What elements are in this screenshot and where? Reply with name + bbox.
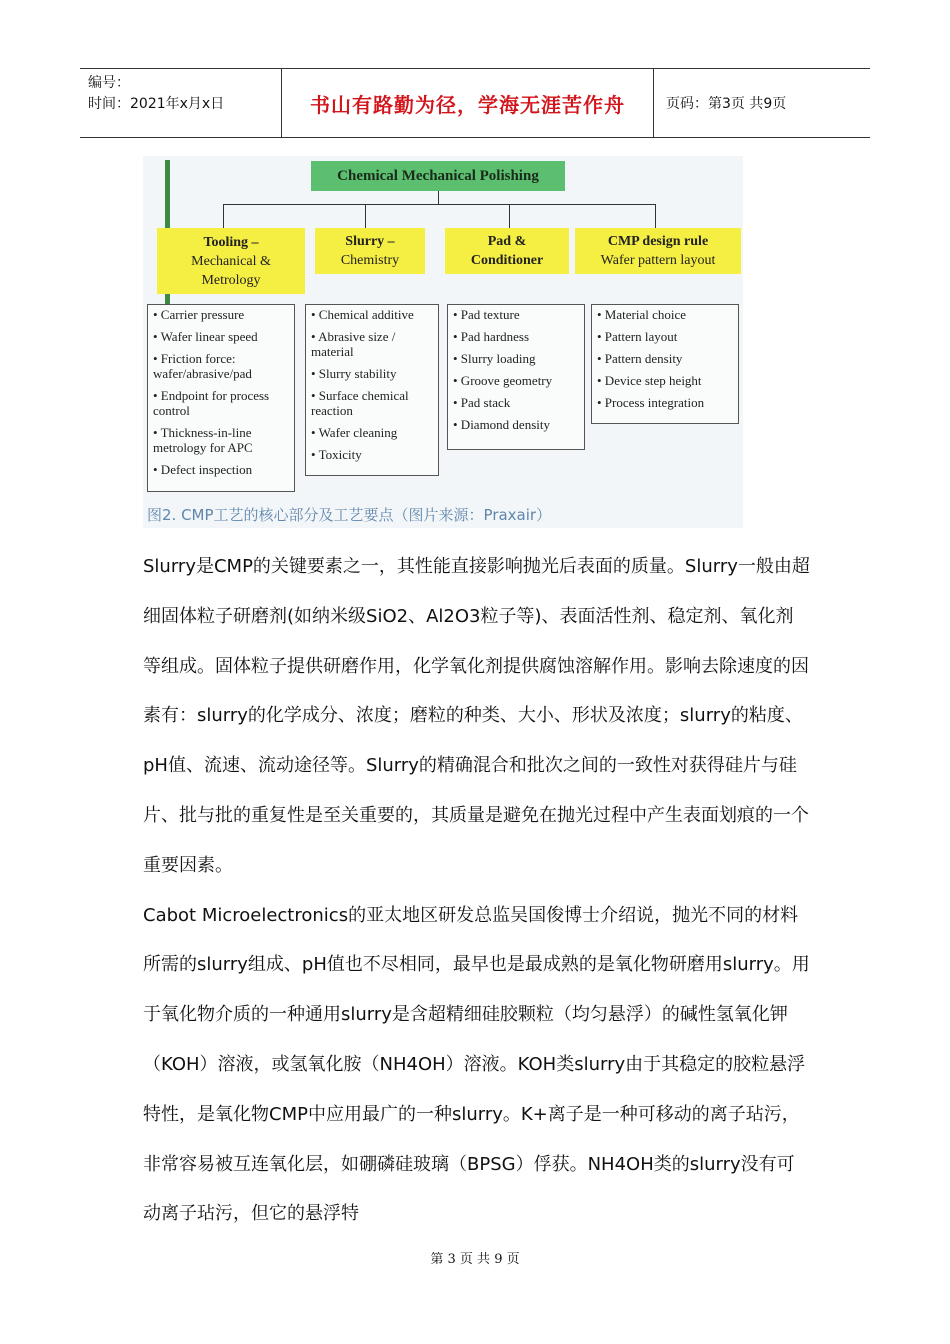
header-motto: 书山有路勤为径，学海无涯苦作舟: [310, 92, 625, 117]
detail-item: • Material choice: [597, 307, 687, 322]
detail-box-tooling: [147, 304, 295, 492]
category-design-rule: [575, 228, 741, 274]
detail-item: • Slurry loading: [453, 351, 536, 366]
detail-item: • Pattern density: [597, 351, 683, 366]
connector-line: [365, 204, 366, 228]
connector-line: [509, 204, 510, 228]
detail-item: • Slurry stability: [311, 366, 397, 381]
category-slurry: [315, 228, 425, 274]
document-number-label: 编号：: [88, 75, 130, 91]
detail-item: • Chemical additive: [311, 307, 414, 322]
page-header: [80, 68, 870, 138]
category-tooling: [157, 228, 305, 294]
detail-item: • Carrier pressure: [153, 307, 245, 322]
detail-item: • Defect inspection: [153, 462, 253, 477]
connector-line: [438, 191, 439, 204]
detail-item: • Toxicity: [311, 447, 362, 462]
detail-box-slurry: [305, 304, 439, 476]
figure-caption: 图2. CMP工艺的核心部分及工艺要点（图片来源：Praxair）: [147, 506, 552, 524]
detail-item: • Pad stack: [453, 395, 511, 410]
category-pad: [445, 228, 569, 274]
paragraph: Cabot Microelectronics的亚太地区研发总监吴国俊博士介绍说，抛光不同的材料所需的slurry组成、pH值也不尽相同，最早也是最成熟的是氧化物研磨用slurry。用于氧化物介质的一种通用slurry是含超精细硅胶颗粒（均匀悬浮）的碱性氢氧化钾（KOH）溶液，或氢氧化胺（NH4OH）溶液。KOH类slurry由于其稳定的胶粒悬浮特性，是氧化物CMP中应用最广的一种slurry。K+离子是一种可移动的离子玷污，非常容易被互连氧化层，如硼磷硅玻璃（BPSG）俘获。NH4OH类的slurry没有可动离子玷污，但它的悬浮特: [143, 904, 810, 1225]
cmp-diagram-figure: [143, 156, 743, 528]
connector-line: [223, 204, 224, 228]
document-date-label: 时间：2021年x月x日: [88, 96, 225, 112]
category-title: CMP design rule: [607, 234, 709, 249]
category-subtitle: Wafer pattern layout: [600, 253, 716, 268]
category-title: Tooling –: [203, 234, 259, 250]
detail-item: • Surface chemical reaction: [311, 388, 409, 418]
detail-item: • Pad texture: [453, 307, 520, 322]
detail-item: • Diamond density: [453, 417, 550, 432]
detail-item: • Wafer linear speed: [153, 329, 258, 344]
detail-item: • Friction force: wafer/abrasive/pad: [153, 351, 252, 381]
detail-item: • Wafer cleaning: [311, 425, 398, 440]
page-footer: 第 3 页 共 9 页: [430, 1252, 520, 1267]
detail-box-design-rule: [591, 304, 739, 424]
detail-item: • Pad hardness: [453, 329, 530, 344]
paragraph: Slurry是CMP的关键要素之一，其性能直接影响抛光后表面的质量。Slurry一般由超细固体粒子研磨剂(如纳米级SiO2、Al2O3粒子等)、表面活性剂、稳定剂、氧化剂等组成。固体粒子提供研磨作用，化学氧化剂提供腐蚀溶解作用。影响去除速度的因素有：slurry的化学成分、浓度；磨粒的种类、大小、形状及浓度；slurry的粘度、pH值、流速、流动途径等。Slurry的精确混合和批次之间的一致性对获得硅片与硅片、批与批的重复性是至关重要的，其质量是避免在抛光过程中产生表面划痕的一个重要因素。: [143, 556, 810, 876]
category-subtitle: Chemistry: [340, 253, 400, 268]
detail-item: • Process integration: [597, 395, 705, 410]
category-subtitle: Mechanical & Metrology: [191, 253, 271, 288]
connector-line: [655, 204, 656, 228]
detail-item: • Endpoint for process control: [153, 388, 270, 418]
connector-line: [223, 204, 655, 205]
detail-item: • Device step height: [597, 373, 702, 388]
header-motto-cell: [282, 69, 654, 137]
detail-box-pad: [447, 304, 585, 450]
detail-item: • Pattern layout: [597, 329, 678, 344]
detail-item: • Abrasive size / material: [311, 329, 396, 359]
diagram-root-node: Chemical Mechanical Polishing: [311, 161, 565, 191]
detail-item: • Thickness-in-line metrology for APC: [153, 425, 253, 455]
detail-item: • Groove geometry: [453, 373, 553, 388]
header-page-number: 页码：第3页 共9页: [666, 96, 787, 112]
article-body: [143, 542, 811, 1239]
category-title: Pad & Conditioner: [470, 234, 544, 268]
header-meta: [80, 69, 282, 137]
category-title: Slurry –: [345, 234, 395, 249]
